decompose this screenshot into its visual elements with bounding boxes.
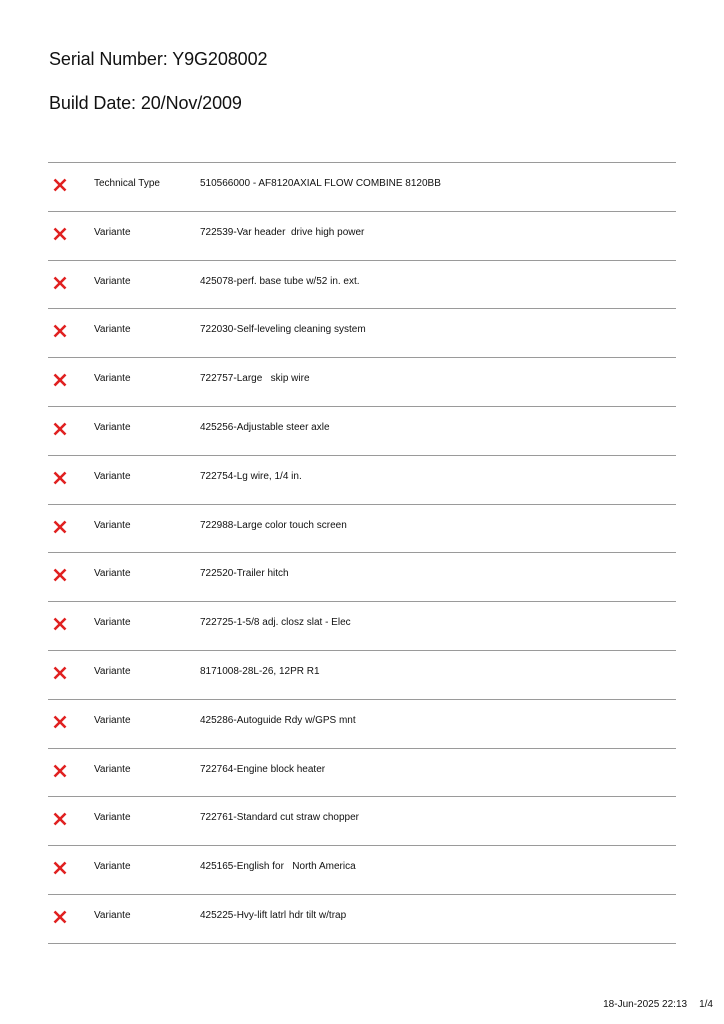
- table-row: [48, 651, 676, 700]
- row-type: Variante: [94, 373, 131, 385]
- table-row: [48, 358, 676, 407]
- table-row: [48, 846, 676, 895]
- table-row: [48, 553, 676, 602]
- row-description: 722520-Trailer hitch: [200, 568, 289, 580]
- table-row: [48, 309, 676, 358]
- x-icon: [53, 520, 67, 534]
- row-description: 722030-Self-leveling cleaning system: [200, 324, 366, 336]
- table-row: [48, 407, 676, 456]
- footer-page-number: 1/4: [699, 999, 713, 1010]
- row-type: Variante: [94, 568, 131, 580]
- row-type: Variante: [94, 226, 131, 238]
- row-description: 425286-Autoguide Rdy w/GPS mnt: [200, 714, 356, 726]
- x-icon: [53, 715, 67, 729]
- options-table: [48, 162, 676, 944]
- row-description: 8171008-28L-26, 12PR R1: [200, 665, 320, 677]
- x-icon: [53, 666, 67, 680]
- footer-timestamp: 18-Jun-2025 22:13: [603, 999, 688, 1010]
- table-row: [48, 505, 676, 554]
- table-row: [48, 212, 676, 261]
- x-icon: [53, 568, 67, 582]
- x-icon: [53, 861, 67, 875]
- build-date-heading: Build Date: 20/Nov/2009: [49, 93, 242, 113]
- table-row: [48, 163, 676, 212]
- row-type: Variante: [94, 421, 131, 433]
- row-description: 722764-Engine block heater: [200, 763, 326, 775]
- x-icon: [53, 471, 67, 485]
- row-type: Technical Type: [94, 178, 160, 189]
- row-description: 425078-perf. base tube w/52 in. ext.: [200, 275, 360, 287]
- row-description: 722988-Large color touch screen: [200, 519, 347, 531]
- row-description: 510566000 - AF8120AXIAL FLOW COMBINE 8120BB: [200, 178, 441, 189]
- table-row: [48, 749, 676, 798]
- serial-number-heading: Serial Number: Y9G208002: [49, 49, 268, 69]
- x-icon: [53, 178, 67, 192]
- x-icon: [53, 373, 67, 387]
- x-icon: [53, 324, 67, 338]
- row-description: 722757-Large skip wire: [200, 373, 310, 385]
- row-description: 722725-1-5/8 adj. closz slat - Elec: [200, 617, 351, 629]
- table-row: [48, 700, 676, 749]
- x-icon: [53, 227, 67, 241]
- row-description: 425225-Hvy-lift latrl hdr tilt w/trap: [200, 909, 347, 921]
- row-type: Variante: [94, 763, 131, 775]
- table-row: [48, 261, 676, 310]
- row-type: Variante: [94, 714, 131, 726]
- row-description: 425165-English for North America: [200, 861, 356, 873]
- table-row: [48, 456, 676, 505]
- page-footer: [598, 988, 713, 1010]
- table-row: [48, 895, 676, 944]
- table-row: [48, 602, 676, 651]
- x-icon: [53, 764, 67, 778]
- row-description: 722539-Var header drive high power: [200, 226, 365, 238]
- row-type: Variante: [94, 909, 131, 921]
- x-icon: [53, 812, 67, 826]
- x-icon: [53, 910, 67, 924]
- row-type: Variante: [94, 617, 131, 629]
- row-description: 425256-Adjustable steer axle: [200, 421, 330, 433]
- row-type: Variante: [94, 519, 131, 531]
- row-type: Variante: [94, 470, 131, 482]
- row-description: 722754-Lg wire, 1/4 in.: [200, 470, 302, 482]
- table-row: [48, 797, 676, 846]
- x-icon: [53, 617, 67, 631]
- row-type: Variante: [94, 861, 131, 873]
- x-icon: [53, 422, 67, 436]
- row-type: Variante: [94, 812, 131, 824]
- x-icon: [53, 276, 67, 290]
- row-type: Variante: [94, 275, 131, 287]
- row-type: Variante: [94, 324, 131, 336]
- row-type: Variante: [94, 665, 131, 677]
- row-description: 722761-Standard cut straw chopper: [200, 812, 359, 824]
